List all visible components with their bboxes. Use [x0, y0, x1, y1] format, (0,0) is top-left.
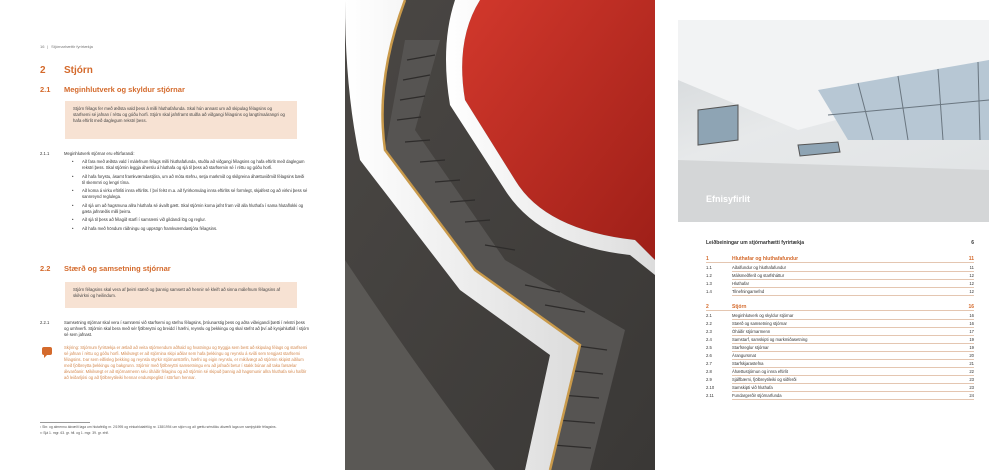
section-number: 2.1 — [40, 85, 51, 94]
footnote: ²² Sjá 1. mgr. 63. gr. hfl. og 1. mgr. 39. gr. ehfl. — [40, 431, 109, 435]
toc-item[interactable]: 2.7 Starfskjarastefna 21 — [706, 361, 974, 366]
toc-item[interactable]: 2.3 Óháðir stjórnarmenn 17 — [706, 329, 974, 334]
list-item: • Að hafa með höndum ráðningu og uppsögn framkvæmdastjóra félagsins. — [72, 226, 308, 232]
right-page — [678, 0, 989, 470]
paragraph-2-2-1 — [40, 320, 310, 338]
list-item: • Að hafa forystu, ásamt framkvæmdastjóra, um að móta stefnu, setja markmið og skilgreina áhættuviðmið félagsins bæði til skemmri og lengri tíma. — [72, 174, 308, 186]
running-header: 16 | Stjórnarhættir fyrirtækja — [40, 44, 93, 49]
toc-page: 6 — [971, 240, 974, 246]
chapter-number: 2 — [40, 65, 46, 76]
toc-item[interactable]: 2.10 Samskipti við hluthafa 23 — [706, 385, 974, 390]
small-window — [798, 142, 840, 156]
paragraph-number: 2.1.1 — [40, 151, 50, 156]
section-title: Stærð og samsetning stjórnar — [64, 264, 171, 273]
list-item: • Að fara með æðsta vald í málefnum félags milli hluthafafunda, stuðla að viðgangi félagsins og hafa eftirlit með daglegum rekstri þess. Skal stjórnin leggja áherslu á hluthafa og sjá til þess að starfsemin sé í réttu og góðu horfi. — [72, 159, 308, 171]
footnote: ¹ Sbr. og almennu ákvæði laga um hlutafélög nr. 2/1995 og einkahlutafélög nr. 138/1994 um stjórn og að gættu sérstöku ákvæði laga um samþykktir félagsins. — [40, 425, 277, 429]
toc-item[interactable]: 2.8 Áhættustjórnun og innra eftirlit 22 — [706, 369, 974, 374]
left-page — [0, 0, 318, 470]
chapter-heading — [40, 65, 93, 76]
wall-lower — [678, 160, 989, 222]
footnote-divider — [40, 422, 90, 423]
toc-label: Leiðbeiningar um stjórnarhætti fyrirtækja — [706, 240, 805, 246]
toc-item[interactable]: 2.9 Sjálfbærni, fjölbreytileiki og siðferði 23 — [706, 377, 974, 382]
list-item: • Að koma á virku eftirliti innra eftirlits. Í því felst m.a. að fyrirkomulag innra eftirlits sé formlegt, skjalfest og að virkni þess sé sannreynd reglulega. — [72, 188, 308, 200]
toc-label: Stjórn — [732, 304, 747, 310]
toc-item[interactable]: 2.1 Meginhlutverk og skyldur stjórnar 16 — [706, 313, 974, 318]
toc-item[interactable]: 1.3 Hluthafar 12 — [706, 281, 974, 286]
toc-item[interactable]: 1.4 Tilnefningarnefnd 12 — [706, 289, 974, 294]
toc-item[interactable]: 2.5 Starfsreglur stjórnar 19 — [706, 345, 974, 350]
toc-item[interactable]: 1.1 Aðalfundur og hluthafafundur 11 — [706, 265, 974, 270]
section-heading-2-1 — [40, 85, 185, 94]
toc-section-2[interactable] — [706, 304, 974, 311]
toc-number: 2 — [706, 304, 709, 310]
toc-item[interactable]: 1.2 Málsmeðferð og starfsháttur 12 — [706, 273, 974, 278]
list-item: • Að sjá um að hagsmuna allra hluthafa sé ávallt gætt. Skal stjórnin koma jafnt fram við alla hluthafa í sama hlutaflokki og gæta jafnræðis milli þeirra. — [72, 203, 308, 215]
small-window — [698, 105, 738, 145]
section-number: 2.2 — [40, 264, 51, 273]
section-summary-box: Stjórn félagsins skal vera af þeirri stærð og þannig samsett að hennir sé kleift að sinna málefnum félagsins af skilvirkni og heilindum. — [65, 282, 297, 308]
toc-item[interactable]: 2.2 Stærð og samsetning stjórnar 16 — [706, 321, 974, 326]
toc-page: 11 — [968, 256, 974, 262]
toc-main-entry[interactable] — [706, 240, 974, 247]
cover-photo — [678, 20, 989, 222]
toc-section-1[interactable] — [706, 256, 974, 263]
toc-number: 1 — [706, 256, 709, 262]
paragraph-text: Meginhlutverk stjórnar eru eftirfarandi: — [64, 151, 135, 156]
paragraph-text: Samsetning stjórnar skal vera í samræmi við starfsemi og stefnu félagsins, þróunarstig þess og aðra viðeigandi þætti í rekstri þess og umhverfi. Stjórnin skal bera með sér fjölbreytni og breidd í hæfni, reynslu og þekkingu og skal stefnt að því að kynjahlutfall í stjórn sé sem jafnast. — [64, 320, 310, 338]
paragraph-number: 2.2.1 — [40, 320, 50, 325]
bullet-list — [72, 159, 308, 234]
chapter-title: Stjórn — [64, 65, 93, 76]
staircase-image — [345, 0, 655, 470]
toc-item[interactable]: 2.6 Árangursmat 20 — [706, 353, 974, 358]
section-heading-2-2 — [40, 264, 171, 273]
header-running-title: Stjórnarhættir fyrirtækja — [51, 44, 93, 49]
section-title: Meginhlutverk og skyldur stjórnar — [64, 85, 185, 94]
section-summary-box: Stjórn félags fer með æðsta vald þess á milli hluthafafunda. Skal hún annast um að skipulag félagsins og starfsemi sé jafnan í réttu og góðu horfi. Stjórn skal jafnframt stuðla að viðgangi félagsins og langtímaárangri og hafa eftirlit með daglegum rekstri þess. — [65, 101, 297, 139]
toc-item[interactable]: 2.11 Fundargerðir stjórnarfunda 24 — [706, 393, 974, 398]
speech-bubble-icon — [42, 347, 52, 355]
explanation-note: Skýring: Stjórnum fyrirtækja er ætlað að veita stjórnendum aðhald og hvatningu og tryggja sem best að skipulag félags og starfsemi sé jafnan í réttu og góðu horfi. Mikilvægt er að stjórnina skipi aðilar sem hafa þekkingu og reynslu á sviði sem tengjast starfsemi félagsins. Þar sem eðlisleg þekking og reynsla styrkir stjórnarstörfin, hæfni og eigin reynslu, er mikilvægt að stjórnin skipist aðilum með fjölbreytta þekkingu og bakgrunn. Stjórnir með fjölbreyttri samsetningu eru að jafnaði betur í stakk búnar að taka farsælar ákvarðanir. Mikilvægt er að stjórnarmenn séu óháðir félaginu og að stjórnin sé skipuð þannig að hagsmunir allra hluthafa séu hafðir að leiðarljósi og að fjölbreytileiki hennar endurspeglist í störfum hennar. — [64, 345, 308, 381]
toc-item[interactable]: 2.4 Samstarf, samskipti og markmiðasetning 19 — [706, 337, 974, 342]
toc-page: 16 — [968, 304, 974, 310]
paragraph-2-1-1 — [40, 151, 310, 157]
cover-title: Efnisyfirlit — [706, 194, 751, 204]
list-item: • Að sjá til þess að félagið starfi í samræmi við gildandi lög og reglur. — [72, 217, 308, 223]
staircase-photo — [345, 0, 655, 470]
toc-label: Hluthafar og hluthafafundur — [732, 256, 799, 262]
skylight-image — [678, 20, 989, 222]
header-page-number: 16 — [40, 44, 45, 49]
